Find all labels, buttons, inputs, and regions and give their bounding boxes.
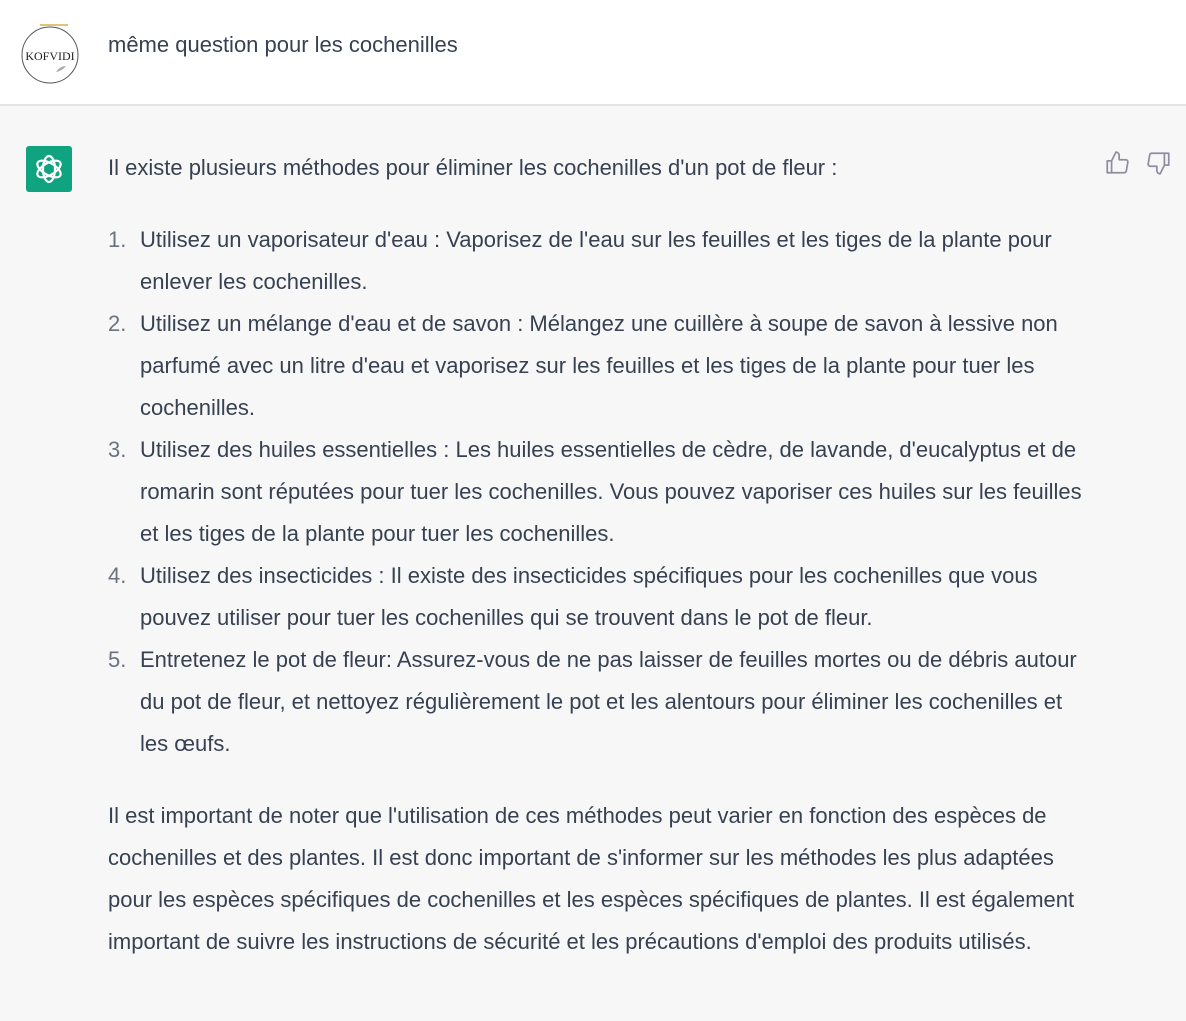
- list-item: [108, 429, 1088, 555]
- list-number: 2.: [108, 311, 127, 336]
- user-message-text: même question pour les cochenilles: [108, 32, 458, 57]
- list-item-text: Utilisez un vaporisateur d'eau : Vaporisez de l'eau sur les feuilles et les tiges de la plante pour enlever les cochenilles.: [140, 227, 1052, 294]
- list-number: 1.: [108, 227, 127, 252]
- assistant-message-row: [0, 106, 1186, 1021]
- openai-logo-icon: [26, 146, 72, 192]
- list-item-text: Entretenez le pot de fleur: Assurez-vous de ne pas laisser de feuilles mortes ou de débris autour du pot de fleur, et nettoyez régulièrement le pot et les alentours pour éliminer les cochenilles et les œufs.: [140, 647, 1077, 756]
- list-item-text: Utilisez un mélange d'eau et de savon : Mélangez une cuillère à soupe de savon à lessive non parfumé avec un litre d'eau et vaporisez sur les feuilles et les tiges de la plante pour tuer les cochenilles.: [140, 311, 1058, 420]
- assistant-intro: Il existe plusieurs méthodes pour éliminer les cochenilles d'un pot de fleur :: [108, 155, 838, 180]
- assistant-message-content: [108, 147, 1088, 963]
- list-item-text: Utilisez des insecticides : Il existe des insecticides spécifiques pour les cochenilles que vous pouvez utiliser pour tuer les cochenilles qui se trouvent dans le pot de fleur.: [140, 563, 1038, 630]
- list-item: [108, 555, 1088, 639]
- list-item-text: Utilisez des huiles essentielles : Les huiles essentielles de cèdre, de lavande, d'eucalyptus et de romarin sont réputées pour tuer les cochenilles. Vous pouvez vaporiser ces huiles sur les feuilles et les tiges de la plante pour tuer les cochenilles.: [140, 437, 1082, 546]
- list-item: [108, 303, 1088, 429]
- list-number: 3.: [108, 437, 127, 462]
- user-message-row: [0, 0, 1186, 106]
- user-avatar: [20, 22, 80, 84]
- list-number: 5.: [108, 647, 127, 672]
- assistant-conclusion: Il est important de noter que l'utilisation de ces méthodes peut varier en fonction des espèces de cochenilles et des plantes. Il est donc important de s'informer sur les méthodes les plus adaptées pour les espèces spécifiques de cochenilles et les espèces spécifiques de plantes. Il est également important de suivre les instructions de sécurité et les précautions d'emploi des produits utilisés.: [108, 803, 1075, 954]
- list-item: [108, 639, 1088, 765]
- list-item: [108, 219, 1088, 303]
- thumbs-down-icon[interactable]: [1146, 150, 1172, 176]
- list-number: 4.: [108, 563, 127, 588]
- method-list: [108, 219, 1088, 765]
- user-avatar-text: KOFVIDI: [25, 49, 75, 63]
- thumbs-up-icon[interactable]: [1104, 150, 1130, 176]
